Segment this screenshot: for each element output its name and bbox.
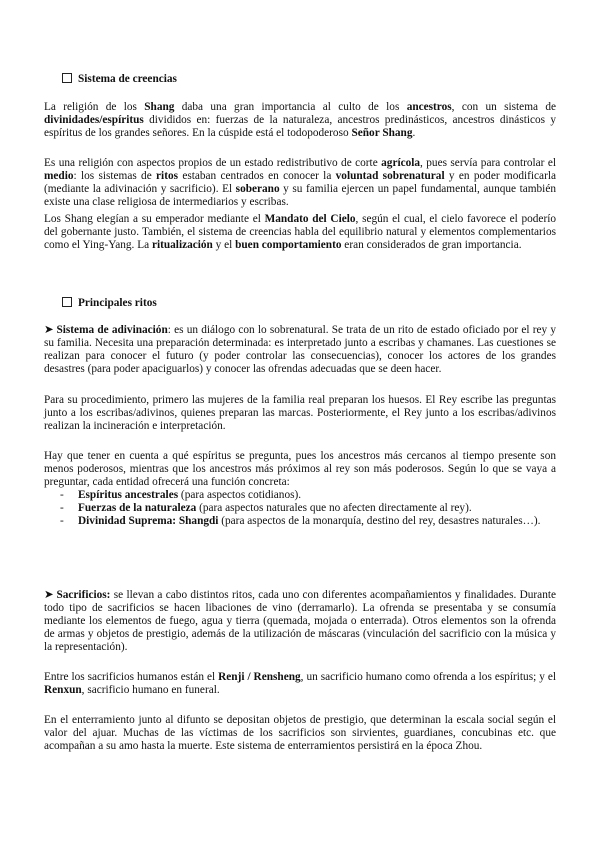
bold-term: ancestros bbox=[406, 101, 452, 113]
entity-list bbox=[44, 489, 556, 528]
bold-term: voluntad sobrenatural bbox=[335, 170, 445, 182]
bold-term: soberano bbox=[235, 183, 280, 195]
arrow-bullet-icon: ➤ bbox=[44, 589, 54, 601]
heading-sistema-de-creencias bbox=[62, 73, 177, 86]
list-item bbox=[44, 502, 556, 515]
text-run: y el bbox=[212, 239, 236, 251]
checkbox-icon bbox=[62, 297, 72, 307]
bold-term: Sacrificios: bbox=[56, 589, 111, 601]
heading-text: Sistema de creencias bbox=[78, 73, 177, 85]
checkbox-icon bbox=[62, 73, 72, 83]
text-run: daba una gran importancia al culto de los bbox=[174, 101, 407, 113]
text-run: , según el cual, el cielo favorece el poderío del gobernante justo. También, el sistema de creencias habla del equilibrio natural y elementos complementarios como el Ying-Yang. La bbox=[44, 213, 556, 251]
paragraph-enterramiento: En el enterramiento junto al difunto se depositan objetos de prestigio, que determinan la escala social según el valor del ajuar. Muchas de las víctimas de los sacrificios son sirvientes, guardianes, concubinas etc. que acompañan a su amo hasta la muerte. Este sistema de enterramientos persistirá en la época Zhou. bbox=[44, 714, 556, 752]
text-run: Entre los sacrificios humanos están el bbox=[44, 671, 219, 683]
heading-text: Principales ritos bbox=[78, 297, 157, 309]
paragraph-sacrificios bbox=[44, 589, 556, 654]
paragraph-religion-agricola bbox=[44, 157, 556, 209]
text-run: Es una religión con aspectos propios de un estado redistributivo de corte bbox=[44, 157, 382, 169]
text-run: estaban centrados en conocer la bbox=[178, 170, 336, 182]
bold-term: ritos bbox=[156, 170, 179, 182]
text-run: : es un diálogo con lo sobrenatural. Se trata de un rito de estado oficiado por el rey y su familia. Necesita una preparación determinada: es interpretado junto a escribas y chamanes. Las cuestiones se realizan para conocer el futuro (y poder controlar las consecuencias), conocer los actores de los grandes desastres (para poder apaciguarlos) y conocer las ofrendas adecuadas que se deen hacer. bbox=[44, 324, 556, 375]
text-run: : los sistemas de bbox=[73, 170, 157, 182]
paragraph-sistema-adivinacion bbox=[44, 324, 556, 376]
bold-term: Fuerzas de la naturaleza bbox=[78, 502, 197, 514]
section-espiritus bbox=[44, 450, 556, 528]
paragraph-mandato-del-cielo bbox=[44, 213, 556, 252]
bold-term: buen comportamiento bbox=[235, 239, 342, 251]
paragraph-espiritus: Hay que tener en cuenta a qué espíritus se pregunta, pues los ancestros más cercanos al tiempo presente son menos poderosos, mientras que los ancestros más próximos al rey son más poderosos. Según lo que se vaya a preguntar, cada entidad ofrecerá una función concreta: bbox=[44, 450, 556, 488]
bold-term: divinidades/espíritus bbox=[44, 114, 144, 126]
text-run: , pues servía para controlar el bbox=[420, 157, 556, 169]
dash-bullet: - bbox=[60, 515, 64, 527]
heading-principales-ritos bbox=[62, 297, 157, 310]
list-item bbox=[44, 515, 556, 528]
text-run: . bbox=[412, 127, 416, 139]
arrow-bullet-icon: ➤ bbox=[44, 324, 54, 336]
bold-term: agrícola bbox=[381, 157, 421, 169]
bold-term: medio bbox=[44, 170, 74, 182]
paragraph-sacrificios-humanos bbox=[44, 671, 556, 697]
bold-term: ritualización bbox=[151, 239, 213, 251]
text-run: y en poder modificarla (mediante la adivinación y sacrificio). El bbox=[44, 170, 556, 195]
text-run: Los Shang elegían a su emperador mediante el bbox=[44, 213, 265, 225]
text-run: se llevan a cabo distintos ritos, cada uno con diferentes acompañamientos y finalidades. Durante todo tipo de sacrificios se hacen libaciones de vino (derramarlo). La ofrenda se presentaba y se consumía mediante los elementos de fuego, agua y tierra (quemada, mojada o enterrada). Otros elementos son la ofrenda de armas y objetos de prestigio, además de la utilización de máscaras (vinculación del sacrificio con la música y la representación). bbox=[44, 589, 556, 653]
bold-term: Renji / Rensheng bbox=[218, 671, 301, 683]
text-run: (para aspectos de la monarquía, destino del rey, desastres naturales…). bbox=[218, 515, 541, 527]
bold-term: Renxun bbox=[44, 684, 82, 696]
text-run: La religión de los bbox=[44, 101, 145, 113]
text-run: (para aspectos cotidianos). bbox=[178, 489, 302, 501]
bold-term: Espíritus ancestrales bbox=[78, 489, 179, 501]
paragraph-procedimiento: Para su procedimiento, primero las mujeres de la familia real preparan los huesos. El Rey escribe las preguntas junto a los escribas/adivinos, quienes preparan las marcas. Posteriormente, el Rey junto a los escribas/adivinos realizan la incineración e interpretación. bbox=[44, 394, 556, 432]
bold-term: Mandato del Cielo bbox=[264, 213, 356, 225]
text-run: , sacrificio humano en funeral. bbox=[81, 684, 220, 696]
text-run: , un sacrificio humano como ofrenda a los espíritus; y el bbox=[300, 671, 557, 683]
paragraph-religion-shang bbox=[44, 101, 556, 140]
text-run: (para aspectos naturales que no afecten directamente al rey). bbox=[196, 502, 472, 514]
text-run: , con un sistema de bbox=[451, 101, 556, 113]
list-item bbox=[44, 489, 556, 502]
text-run: y su familia ejercen un papel fundamental, aunque también existe una clase religiosa de intermediarios y escribas. bbox=[44, 183, 556, 208]
bold-term: Shang bbox=[144, 101, 175, 113]
bold-term: Divinidad Suprema: Shangdi bbox=[78, 515, 219, 527]
bold-term: Señor Shang bbox=[351, 127, 413, 139]
text-run: divididos en: fuerzas de la naturaleza, ancestros predinásticos, ancestros dinásticos y espíritus de los grandes señores. En la cúspide está el todopoderoso bbox=[44, 114, 556, 139]
bold-term: Sistema de adivinación bbox=[56, 324, 168, 336]
dash-bullet: - bbox=[60, 489, 64, 501]
dash-bullet: - bbox=[60, 502, 64, 514]
text-run: eran considerados de gran importancia. bbox=[341, 239, 522, 251]
